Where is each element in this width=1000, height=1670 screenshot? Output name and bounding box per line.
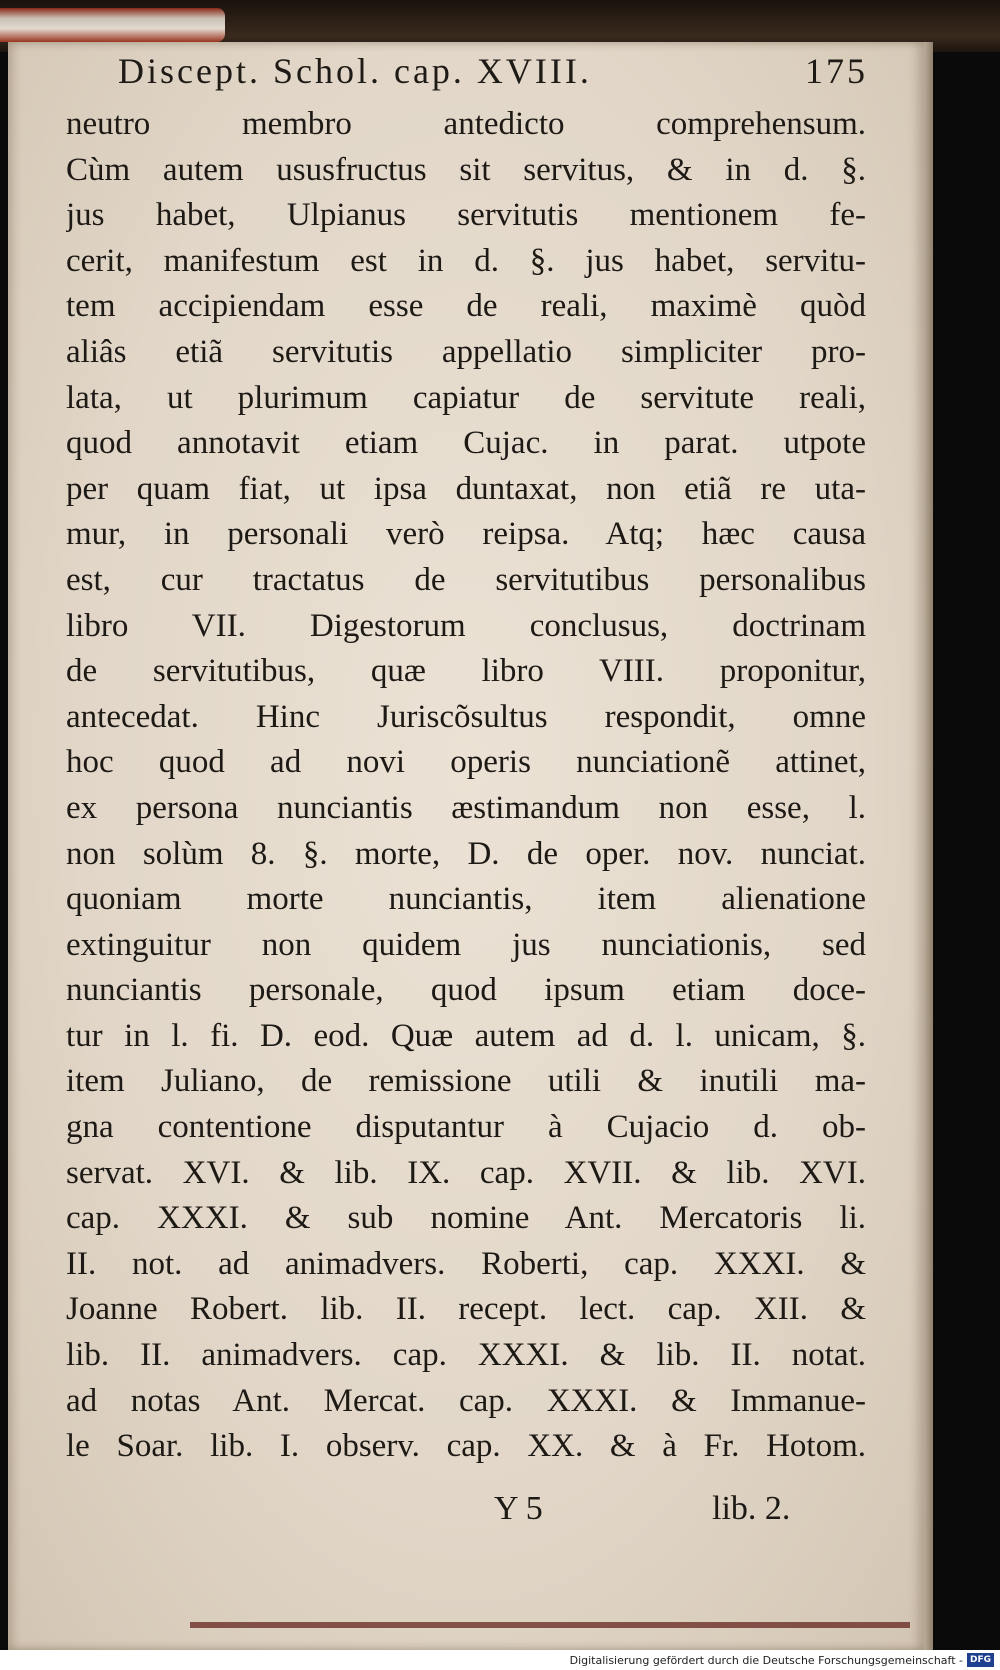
running-header (118, 50, 868, 96)
text-line: Cùm autem ususfructus sit servitus, & in d. §. (66, 151, 866, 188)
page-edge (924, 42, 933, 1650)
text-line: non solùm 8. §. morte, D. de oper. nov. nunciat. (66, 835, 866, 872)
text-line: hoc quod ad novi operis nunciationẽ attinet, (66, 744, 866, 781)
text-line: libro VII. Digestorum conclusus, doctrinam (66, 607, 866, 644)
text-line: ad notas Ant. Mercat. cap. XXXI. & Immanue- (66, 1382, 866, 1419)
text-line: est, cur tractatus de servitutibus personalibus (66, 561, 866, 598)
text-line: extinguitur non quidem jus nunciationis, sed (66, 926, 866, 963)
text-line: II. not. ad animadvers. Roberti, cap. XXXI. & (66, 1245, 866, 1282)
text-line: aliâs etiã servitutis appellatio simpliciter pro- (66, 333, 866, 370)
text-line: tem accipiendam esse de reali, maximè quòd (66, 288, 866, 325)
text-line: servat. XVI. & lib. IX. cap. XVII. & lib. XVI. (66, 1154, 866, 1191)
text-line: tur in l. fi. D. eod. Quæ autem ad d. l. unicam, §. (66, 1017, 866, 1054)
text-line: lib. II. animadvers. cap. XXXI. & lib. II. notat. (66, 1337, 866, 1374)
binding-thread (190, 1622, 910, 1628)
text-line: neutro membro antedicto comprehensum. (66, 106, 866, 142)
text-line: quod annotavit etiam Cujac. in parat. utpote (66, 425, 866, 462)
text-line: gna contentione disputantur à Cujacio d. ob- (66, 1109, 866, 1146)
funding-credit (570, 1652, 994, 1668)
text-line: Joanne Robert. lib. II. recept. lect. cap. XII. & (66, 1291, 866, 1328)
text-line: le Soar. lib. I. observ. cap. XX. & à Fr. Hotom. (66, 1428, 866, 1465)
text-line: per quam fiat, ut ipsa duntaxat, non etiã re uta- (66, 470, 866, 507)
text-line: lata, ut plurimum capiatur de servitute reali, (66, 379, 866, 416)
ribbon-marker (0, 8, 225, 42)
text-line: nunciantis personale, quod ipsum etiam doce- (66, 972, 866, 1009)
text-line: cerit, manifestum est in d. §. jus habet, servitu- (66, 242, 866, 279)
dfg-logo-icon: DFG (967, 1653, 994, 1667)
text-line: jus habet, Ulpianus servitutis mentionem fe- (66, 197, 866, 234)
page-number: 175 (805, 51, 868, 91)
text-line: item Juliano, de remissione utili & inutili ma- (66, 1063, 866, 1100)
text-line: ex persona nunciantis æstimandum non esse, l. (66, 789, 866, 826)
signature-mark: Y 5 (494, 1490, 543, 1527)
credit-bar (0, 1650, 1000, 1670)
running-title: Discept. Schol. cap. XVIII. (118, 51, 592, 91)
catchword: lib. 2. (712, 1490, 791, 1527)
text-line: antecedat. Hinc Juriscõsultus respondit, omne (66, 698, 866, 735)
text-line: cap. XXXI. & sub nomine Ant. Mercatoris li. (66, 1200, 866, 1237)
text-line: de servitutibus, quæ libro VIII. proponitur, (66, 653, 866, 690)
body-text (66, 102, 866, 1470)
credit-text: Digitalisierung gefördert durch die Deutsche Forschungsgemeinschaft - (569, 1653, 963, 1667)
text-line: quoniam morte nunciantis, item alienatione (66, 881, 866, 918)
text-line: mur, in personali verò reipsa. Atq; hæc causa (66, 516, 866, 553)
